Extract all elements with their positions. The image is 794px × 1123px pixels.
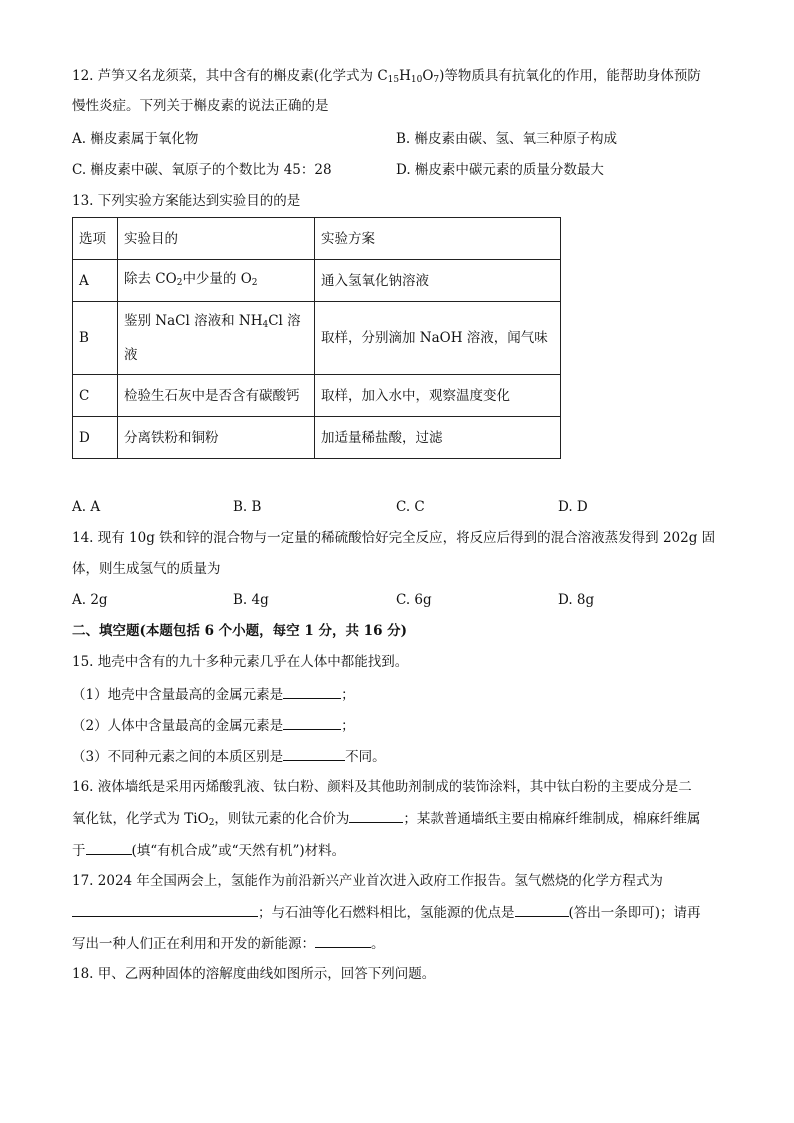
table-header-row <box>73 218 561 260</box>
answer-blank[interactable] <box>349 808 403 823</box>
answer-blank[interactable] <box>283 715 341 730</box>
q14-option-b: B. 4g <box>233 592 269 608</box>
answer-blank[interactable] <box>315 933 371 948</box>
table-cell-purpose: 检验生石灰中是否含有碳酸钙 <box>118 375 315 417</box>
q13-option-a: A. A <box>72 499 101 515</box>
q15-sub3: （3）不同种元素之间的本质区别是 不同。 <box>72 746 386 767</box>
answer-blank[interactable] <box>283 684 341 699</box>
q14-option-c: C. 6g <box>396 592 432 608</box>
q16-line2: 氧化钛，化学式为 TiO$_2$，则钛元素的化合价为 ；某款普通墙纸主要由棉麻纤维制成，棉麻纤维属 <box>72 808 700 833</box>
q12-option-b: B. 槲皮素由碳、氢、氧三种原子构成 <box>396 131 618 147</box>
table-cell-plan: 取样，加入水中，观察温度变化 <box>315 375 561 417</box>
table-row <box>73 375 561 417</box>
q15-sub2: （2）人体中含量最高的金属元素是 ； <box>72 715 355 736</box>
q17-line2: ；与石油等化石燃料相比，氢能源的优点是 (答出一条即可)；请再 <box>72 902 701 923</box>
table-header-cell: 选项 <box>73 218 118 260</box>
table-cell-plan: 取样，分别滴加 NaOH 溶液，闻气味 <box>315 302 561 375</box>
answer-blank[interactable] <box>283 746 345 761</box>
table-cell-purpose: 鉴别 NaCl 溶液和 $NH_4Cl$ 溶 液 <box>118 302 315 375</box>
q13-option-d: D. D <box>558 499 588 515</box>
q13-table <box>72 217 561 459</box>
q13-option-c: C. C <box>396 499 425 515</box>
q15-stem: 15. 地壳中含有的九十多种元素几乎在人体中都能找到。 <box>72 654 409 670</box>
table-row <box>73 302 561 375</box>
q17-line3: 写出一种人们正在利用和开发的新能源： 。 <box>72 933 385 954</box>
table-cell-option: A <box>73 260 118 302</box>
q14-option-a: A. 2g <box>72 592 108 608</box>
q18-stem: 18. 甲、乙两种固体的溶解度曲线如图所示，回答下列问题。 <box>72 966 436 982</box>
table-cell-option: B <box>73 302 118 375</box>
table-cell-purpose: 除去 $CO_2$中少量的 $O_2$ <box>118 260 315 302</box>
q12-stem-line1: 12. 芦笋又名龙须菜，其中含有的槲皮素(化学式为 $C_{15}H_{10}O_7$)等物质具有抗氧化的作用，能帮助身体预防 <box>72 68 701 85</box>
answer-blank[interactable] <box>86 840 132 855</box>
answer-blank[interactable] <box>515 902 569 917</box>
answer-blank[interactable] <box>72 902 258 917</box>
section-title: 二、填空题(本题包括 6 个小题，每空 1 分，共 16 分) <box>72 623 408 639</box>
table-row <box>73 260 561 302</box>
q14-option-d: D. 8g <box>558 592 595 608</box>
q16-line1: 16. 液体墙纸是采用丙烯酸乳液、钛白粉、颜料及其他助剂制成的装饰涂料，其中钛白粉的主要成分是二 <box>72 779 692 795</box>
q12-option-c: C. 槲皮素中碳、氧原子的个数比为 45：28 <box>72 162 332 178</box>
table-row <box>73 417 561 459</box>
table-cell-option: C <box>73 375 118 417</box>
table-cell-plan: 加适量稀盐酸，过滤 <box>315 417 561 459</box>
q12-option-a: A. 槲皮素属于氧化物 <box>72 131 199 147</box>
q14-stem-line2: 体，则生成氢气的质量为 <box>72 561 221 577</box>
table-header-cell: 实验目的 <box>118 218 315 260</box>
q17-line1: 17. 2024 年全国两会上，氢能作为前沿新兴产业首次进入政府工作报告。氢气燃烧的化学方程式为 <box>72 873 663 889</box>
q12-option-d: D. 槲皮素中碳元素的质量分数最大 <box>396 162 604 178</box>
table-cell-option: D <box>73 417 118 459</box>
q12-stem-line2: 慢性炎症。下列关于槲皮素的说法正确的是 <box>72 98 329 114</box>
q14-stem-line1: 14. 现有 10g 铁和锌的混合物与一定量的稀硫酸恰好完全反应，将反应后得到的混合溶液蒸发得到 202g 固 <box>72 530 716 546</box>
table-header-cell: 实验方案 <box>315 218 561 260</box>
q13-stem: 13. 下列实验方案能达到实验目的的是 <box>72 193 301 209</box>
table-cell-plan: 通入氢氧化钠溶液 <box>315 260 561 302</box>
table-cell-purpose: 分离铁粉和铜粉 <box>118 417 315 459</box>
q16-line3: 于 (填“有机合成”或“天然有机”)材料。 <box>72 840 345 861</box>
q15-sub1: （1）地壳中含量最高的金属元素是 ； <box>72 684 355 705</box>
q13-option-b: B. B <box>233 499 262 515</box>
